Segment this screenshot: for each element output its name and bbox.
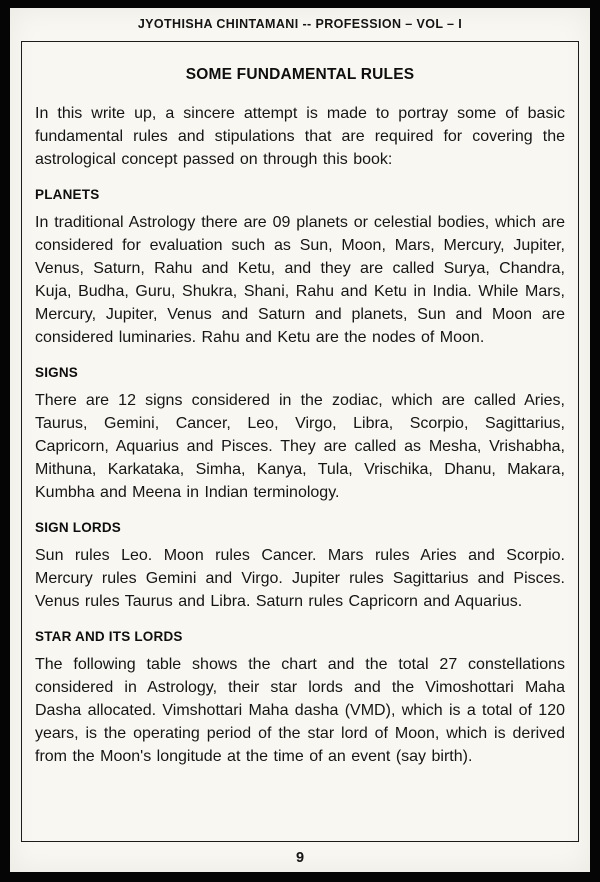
section-body-planets: In traditional Astrology there are 09 planets or celestial bodies, which are considered for evaluation such as Sun, Moon, Mars, Mercury, Jupiter, Venus, Saturn, Rahu and Ketu, and they are called Surya, Chandra, Kuja, Budha, Guru, Shukra, Shani, Rahu and Ketu in India. While Mars, Mercury, Jupiter, Venus and Saturn and planets, Sun and Moon are considered luminaries. Rahu and Ketu are the nodes of Moon. [35, 214, 565, 346]
intro-paragraph: In this write up, a sincere attempt is made to portray some of basic fundamental rules and stipulations that are required for covering the astrological concept passed on through this book: [35, 105, 565, 168]
book-page [10, 8, 590, 872]
section-body-star-lords: The following table shows the chart and the total 27 constellations considered in Astrology, their star lords and the Vimoshottari Maha Dasha allocated. Vimshottari Maha dasha (VMD), which is a total of 120 years, is the operating period of the star lord of Moon, which is derived from the Moon's longitude at the time of an event (say birth). [35, 656, 565, 765]
section-heading-sign-lords: SIGN LORDS [35, 520, 122, 535]
page-title: SOME FUNDAMENTAL RULES [185, 66, 415, 83]
page-number: 9 [295, 850, 305, 866]
section-heading-signs: SIGNS [35, 365, 79, 380]
section-heading-planets: PLANETS [35, 187, 100, 202]
running-header: JYOTHISHA CHINTAMANI -- PROFESSION – VOL – I [137, 17, 463, 31]
section-heading-star-lords: STAR AND ITS LORDS [35, 629, 183, 644]
section-body-sign-lords: Sun rules Leo. Moon rules Cancer. Mars rules Aries and Scorpio. Mercury rules Gemini and Virgo. Jupiter rules Sagittarius and Pisces. Venus rules Taurus and Libra. Saturn rules Capricorn and Aquarius. [35, 547, 565, 610]
content-frame [21, 41, 579, 842]
section-body-signs: There are 12 signs considered in the zodiac, which are called Aries, Taurus, Gemini, Cancer, Leo, Virgo, Libra, Scorpio, Sagittarius, Capricorn, Aquarius and Pisces. They are called as Mesha, Vrishabha, Mithuna, Karkataka, Simha, Kanya, Tula, Vrischika, Dhanu, Makara, Kumbha and Meena in Indian terminology. [35, 392, 565, 501]
